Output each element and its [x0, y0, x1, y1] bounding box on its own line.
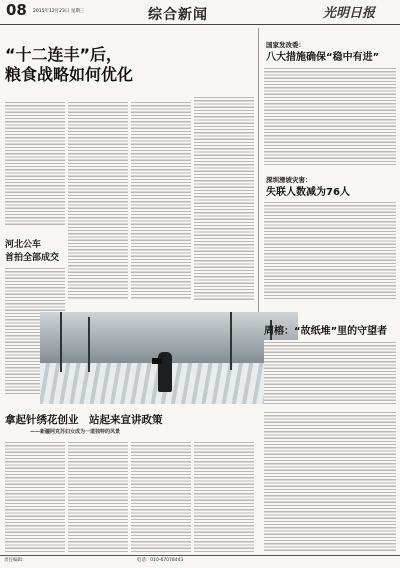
- bottom-body-col1: [5, 440, 65, 552]
- left-mid-headline-line2: 首拍全部成交: [5, 253, 60, 263]
- right-top-headline: 八大措施确保“稳中有进”: [266, 52, 380, 63]
- bottom-body-col4: [194, 440, 254, 552]
- lead-headline-line1: “十二连丰”后，: [5, 45, 123, 64]
- bottom-subheadline: ——新疆阿克苏妇女成为一道独特的风景: [30, 429, 121, 435]
- bottom-body-col3: [131, 440, 191, 552]
- news-photo: [40, 312, 298, 404]
- bottom-body-col2: [68, 440, 128, 552]
- dateline: 2015年12月23日 星期三: [33, 9, 85, 14]
- lead-body-col3: [131, 100, 191, 300]
- masthead-logo: 光明日报: [323, 6, 376, 21]
- page-number: 08: [6, 1, 27, 19]
- right-mid-body: [264, 200, 396, 300]
- right-feature-headline: 周榕：“故纸堆”里的守望者: [264, 326, 388, 337]
- right-feature-body: [264, 340, 396, 405]
- footer-text: 责任编辑： 电话：010-67078443: [4, 558, 184, 563]
- right-mid-headline: 失联人数减为76人: [266, 187, 350, 198]
- photo-tree: [60, 312, 62, 372]
- lead-headline-line2: 粮食战略如何优化: [5, 65, 134, 84]
- lead-body-col2: [68, 100, 128, 300]
- left-mid-headline-line1: 河北公车: [5, 240, 42, 250]
- right-bottom-body: [264, 410, 396, 552]
- bottom-headline: 拿起针绣花创业 站起来宣讲政策: [5, 414, 163, 426]
- column-divider: [258, 28, 259, 318]
- right-top-kicker: 国家发改委：: [266, 41, 305, 49]
- right-mid-kicker: 深圳滑坡灾害：: [266, 176, 312, 184]
- photo-tree: [88, 317, 90, 372]
- section-title: 综合新闻: [148, 7, 208, 23]
- photo-camera: [152, 358, 162, 364]
- lead-body-col1: [5, 100, 65, 225]
- right-top-body: [264, 66, 396, 166]
- photo-tree: [230, 312, 232, 370]
- lead-body-col4: [194, 95, 254, 300]
